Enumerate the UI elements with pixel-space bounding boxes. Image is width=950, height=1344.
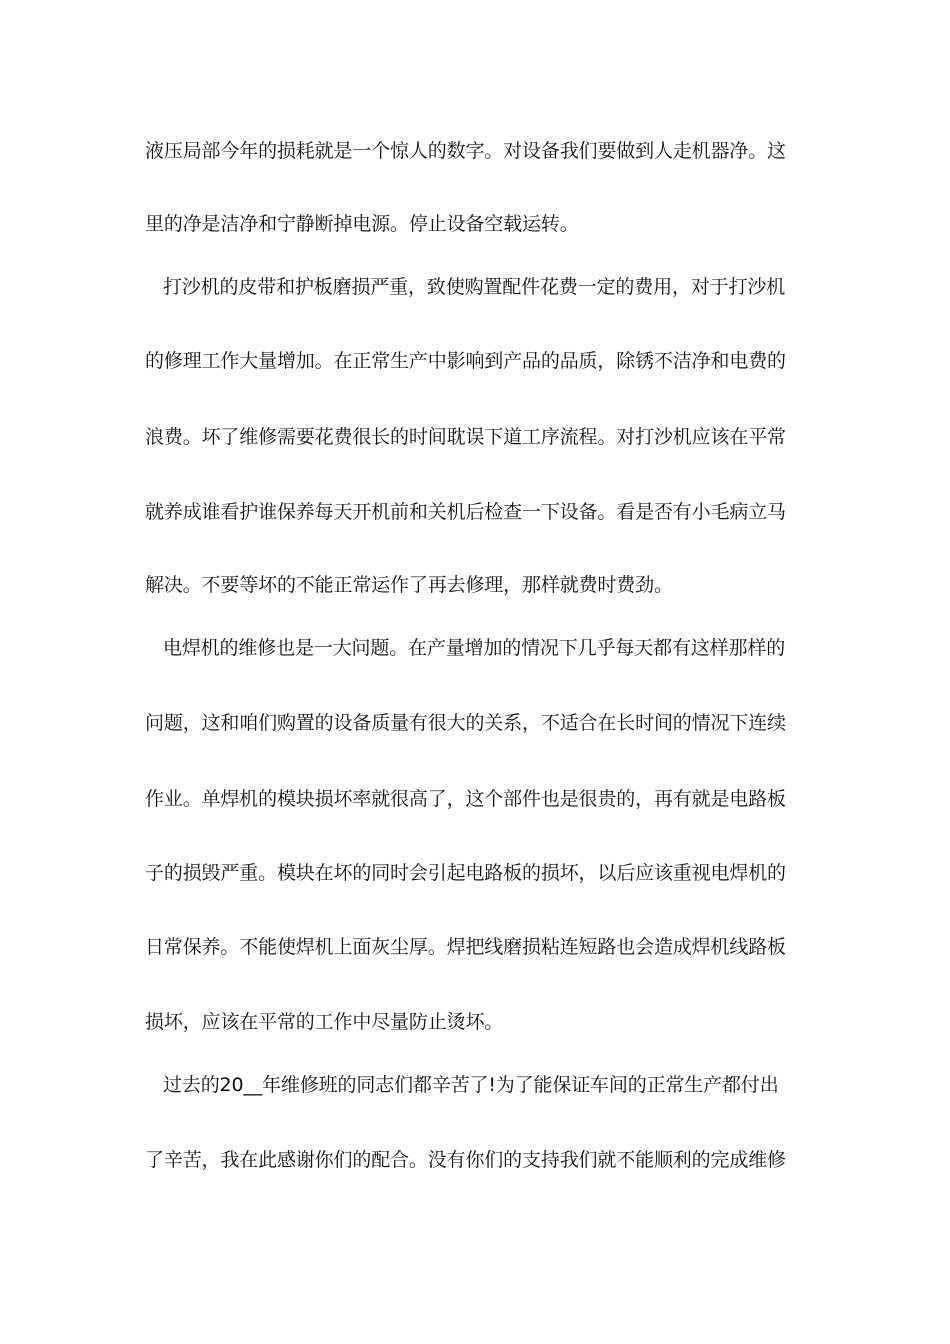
paragraph-line: 就养成谁看护谁保养每天开机前和关机后检查一下设备。看是否有小毛病立马 — [145, 501, 786, 523]
paragraph-line: 的修理工作大量增加。在正常生产中影响到产品的品质，除锈不洁净和电费的 — [145, 350, 786, 372]
paragraph-line: 浪费。坏了维修需要花费很长的时间耽误下道工序流程。对打沙机应该在平常 — [145, 426, 786, 448]
paragraph-line: 子的损毁严重。模块在坏的同时会引起电路板的损坏，以后应该重视电焊机的 — [145, 862, 786, 884]
paragraph-line: 里的净是洁净和宁静断掉电源。停止设备空载运转。 — [145, 213, 579, 235]
paragraph-line: 液压局部今年的损耗就是一个惊人的数字。对设备我们要做到人走机器净。这 — [145, 140, 786, 162]
paragraph-line: 过去的20__年维修班的同志们都辛苦了!为了能保证车间的正常生产都付出 — [163, 1074, 779, 1096]
paragraph-line: 电焊机的维修也是一大问题。在产量增加的情况下几乎每天都有这样那样的 — [163, 637, 786, 659]
paragraph-line: 日常保养。不能使焊机上面灰尘厚。焊把线磨损粘连短路也会造成焊机线路板 — [145, 936, 786, 958]
paragraph-line: 作业。单焊机的模块损坏率就很高了，这个部件也是很贵的，再有就是电路板 — [145, 788, 786, 810]
paragraph-line: 解决。不要等坏的不能正常运作了再去修理，那样就费时费劲。 — [145, 574, 673, 596]
paragraph-line: 损坏，应该在平常的工作中尽量防止烫坏。 — [145, 1011, 504, 1033]
paragraph-line: 了辛苦，我在此感谢你们的配合。没有你们的支持我们就不能顺利的完成维修 — [145, 1149, 786, 1171]
paragraph-line: 打沙机的皮带和护板磨损严重，致使购置配件花费一定的费用，对于打沙机 — [163, 276, 786, 298]
paragraph-line: 问题，这和咱们购置的设备质量有很大的关系，不适合在长时间的情况下连续 — [145, 712, 786, 734]
